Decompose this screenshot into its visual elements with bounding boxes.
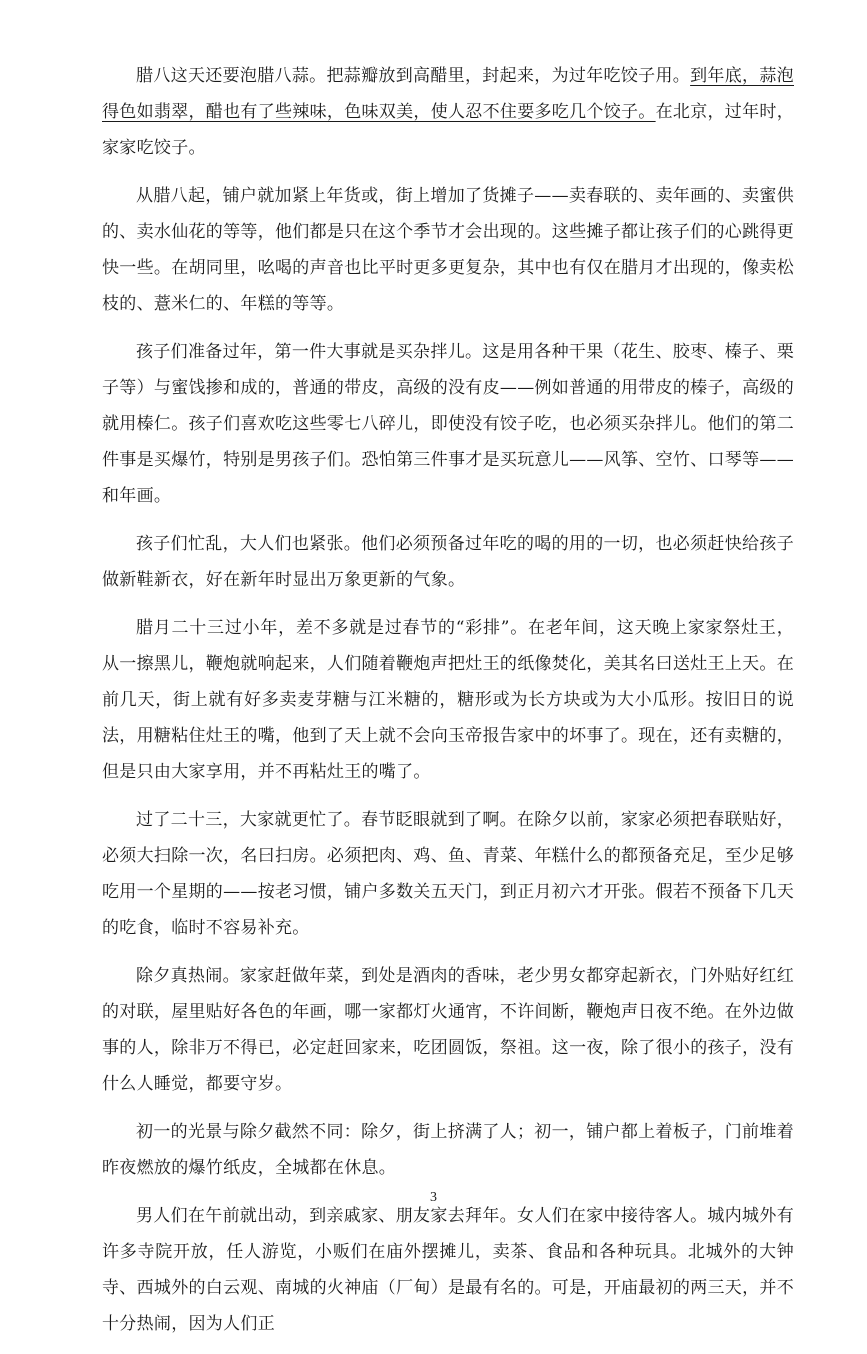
paragraph-2: 从腊八起，铺户就加紧上年货或，街上增加了货摊子——卖春联的、卖年画的、卖蜜供的、卖水仙花的等等，他们都是只在这个季节才会出现的。这些摊子都让孩子们的心跳得更快一些。在胡同里，吆喝的声音也比平时更多更复杂，其中也有仅在腊月才出现的，像卖松枝的、薏米仁的、年糕的等等。 xyxy=(102,186,794,314)
page-number: 3 xyxy=(430,1190,437,1205)
document-body xyxy=(102,58,794,1354)
paragraph-1-tail: 在北京，过年时，家家吃饺子。 xyxy=(102,102,795,158)
paragraph-1-text: 腊八这天还要泡腊八蒜。把蒜瓣放到高醋里，封起来，为过年吃饺子用。 xyxy=(136,66,691,86)
paragraph-5: 腊月二十三过小年，差不多就是过春节的“彩排”。在老年间，这天晚上家家祭灶王，从一擦黑儿，鞭炮就响起来，人们随着鞭炮声把灶王的纸像焚化，美其名曰送灶王上天。在前几天，街上就有好多卖麦芽糖与江米糖的，糖形或为长方块或为大小瓜形。按旧日的说法，用糖粘住灶王的嘴，他到了天上就不会向玉帝报告家中的坏事了。现在，还有卖糖的，但是只由大家享用，并不再粘灶王的嘴了。 xyxy=(102,618,794,782)
paragraph-1 xyxy=(102,58,794,166)
paragraph-4: 孩子们忙乱，大人们也紧张。他们必须预备过年吃的喝的用的一切，也必须赶快给孩子做新鞋新衣，好在新年时显出万象更新的气象。 xyxy=(102,534,794,590)
underlined-sentence: 到年底，蒜泡得色如翡翠，醋也有了些辣味，色味双美，使人忍不住要多吃几个饺子。 xyxy=(102,66,794,122)
paragraph-9: 男人们在午前就出动，到亲戚家、朋友家去拜年。女人们在家中接待客人。城内城外有许多寺院开放，任人游览，小贩们在庙外摆摊儿，卖茶、食品和各种玩具。北城外的大钟寺、西城外的白云观、南城的火神庙（厂甸）是最有名的。可是，开庙最初的两三天，并不十分热闹，因为人们正 xyxy=(102,1206,794,1334)
paragraph-6: 过了二十三，大家就更忙了。春节眨眼就到了啊。在除夕以前，家家必须把春联贴好，必须大扫除一次，名曰扫房。必须把肉、鸡、鱼、青菜、年糕什么的都预备充足，至少足够吃用一个星期的——按老习惯，铺户多数关五天门，到正月初六才开张。假若不预备下几天的吃食，临时不容易补充。 xyxy=(102,810,794,938)
paragraph-8: 初一的光景与除夕截然不同：除夕，街上挤满了人；初一，铺户都上着板子，门前堆着昨夜燃放的爆竹纸皮，全城都在休息。 xyxy=(102,1122,794,1178)
paragraph-7: 除夕真热闹。家家赶做年菜，到处是酒肉的香味，老少男女都穿起新衣，门外贴好红红的对联，屋里贴好各色的年画，哪一家都灯火通宵，不许间断，鞭炮声日夜不绝。在外边做事的人，除非万不得已，必定赶回家来，吃团圆饭，祭祖。这一夜，除了很小的孩子，没有什么人睡觉，都要守岁。 xyxy=(102,966,794,1094)
paragraph-3: 孩子们准备过年，第一件大事就是买杂拌儿。这是用各种干果（花生、胶枣、榛子、栗子等）与蜜饯掺和成的，普通的带皮，高级的没有皮——例如普通的用带皮的榛子，高级的就用榛仁。孩子们喜欢吃这些零七八碎儿，即使没有饺子吃，也必须买杂拌儿。他们的第二件事是买爆竹，特别是男孩子们。恐怕第三件事才是买玩意儿——风筝、空竹、口琴等——和年画。 xyxy=(102,342,794,506)
